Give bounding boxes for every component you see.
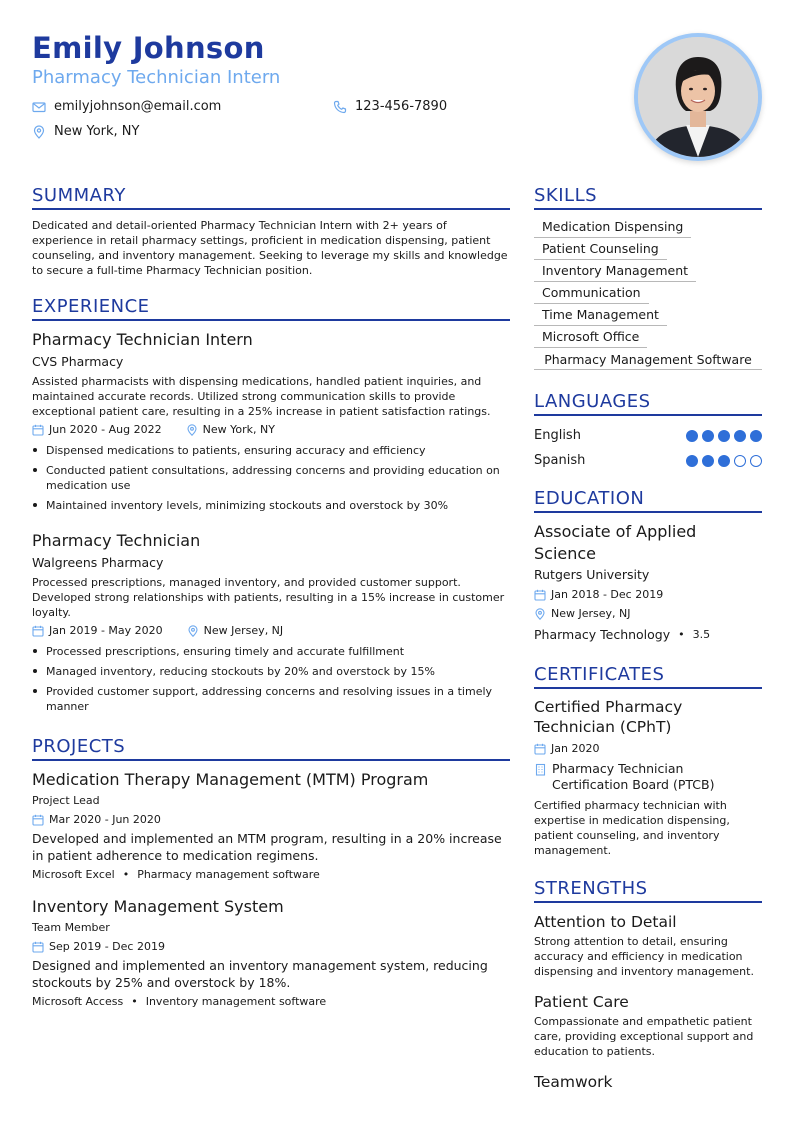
phone-text: 123-456-7890 [355, 99, 448, 114]
list-item: Processed prescriptions, ensuring timely and accurate fulfillment [32, 644, 510, 659]
candidate-name: Emily Johnson [32, 31, 265, 65]
experience-entry [32, 530, 510, 714]
contact-email[interactable] [32, 99, 221, 114]
project-meta [32, 939, 510, 955]
section-title-projects: PROJECTS [32, 735, 510, 761]
summary-text: Dedicated and detail-oriented Pharmacy Technician Intern with 2+ years of experience in retail pharmacy settings, proficient in medication dispensing, patient counseling, and inventory management. Seeking to leverage my skills and knowledge to secure a full-time Pharmacy Technician position. [32, 219, 508, 277]
location-pin-icon [32, 125, 46, 139]
job-location: New Jersey, NJ [203, 624, 284, 637]
project-tag: Inventory management software [145, 995, 327, 1008]
project-dates: Sep 2019 - Dec 2019 [49, 940, 165, 953]
certificate-entry [534, 697, 762, 858]
calendar-icon [32, 814, 44, 826]
separator-dot: • [131, 995, 138, 1008]
separator-dot: • [678, 628, 685, 641]
project-role: Project Lead [32, 794, 100, 807]
certificate-date: Jan 2020 [551, 742, 600, 755]
skill-tag: Medication Dispensing [534, 216, 691, 238]
project-tags [32, 867, 510, 883]
level-dot-filled [686, 455, 698, 467]
project-title: Inventory Management System [32, 897, 284, 916]
skills-list [534, 216, 762, 370]
profile-photo-frame [634, 33, 762, 161]
field-of-study: Pharmacy Technology [534, 627, 671, 642]
contact-info [32, 99, 632, 155]
section-title-skills: SKILLS [534, 184, 762, 210]
certificate-name: Certified Pharmacy Technician (CPhT) [534, 698, 683, 736]
section-title-education: EDUCATION [534, 487, 762, 513]
strength-description: Compassionate and empathetic patient care, providing exceptional support and education to patients. [534, 1015, 754, 1058]
project-title: Medication Therapy Management (MTM) Program [32, 770, 429, 789]
contact-location [32, 124, 139, 139]
project-tag: Pharmacy management software [137, 868, 320, 881]
education-dates: Jan 2018 - Dec 2019 [551, 588, 664, 601]
skill-tag: Microsoft Office [534, 326, 647, 348]
project-role: Team Member [32, 921, 110, 934]
list-item: Dispensed medications to patients, ensuring accuracy and efficiency [32, 443, 510, 458]
strength-entry [534, 1071, 762, 1093]
profile-photo [638, 37, 758, 157]
job-location: New York, NY [202, 423, 275, 436]
separator-dot: • [122, 868, 130, 881]
list-item: Provided customer support, addressing concerns and resolving issues in a timely manner [32, 684, 510, 714]
language-name: Spanish [534, 453, 586, 468]
strength-title: Attention to Detail [534, 913, 677, 931]
project-tag: Microsoft Excel [32, 868, 115, 881]
company-name: Walgreens Pharmacy [32, 555, 164, 570]
certificate-issuer: Pharmacy Technician Certification Board (PTCB) [552, 761, 715, 792]
job-bullets [32, 443, 510, 513]
skill-tag: Pharmacy Management Software [534, 348, 762, 370]
contact-phone[interactable] [333, 99, 447, 114]
project-entry [32, 769, 510, 883]
section-title-languages: LANGUAGES [534, 390, 762, 416]
education-location-row [534, 606, 762, 622]
job-description: Assisted pharmacists with dispensing medications, handled patient inquiries, and maintained accurate records. Utilized strong communication skills to provide exceptional patient care, resulting in a 25% increase in patient satisfaction ratings. [32, 375, 491, 418]
candidate-role: Pharmacy Technician Intern [32, 67, 281, 88]
right-column [534, 184, 762, 1093]
language-row [534, 448, 762, 473]
section-title-certificates: CERTIFICATES [534, 663, 762, 689]
project-tag: Microsoft Access [32, 995, 124, 1008]
certificate-date-row [534, 741, 762, 757]
email-text: emilyjohnson@email.com [54, 99, 222, 114]
strength-entry [534, 911, 762, 979]
skill-tag: Inventory Management [534, 260, 696, 282]
job-dates: Jun 2020 - Aug 2022 [49, 423, 162, 436]
job-title: Pharmacy Technician [32, 531, 201, 550]
job-description: Processed prescriptions, managed inventory, and provided customer support. Developed strong relationships with patients, resulting in a 15% increase in customer loyalty. [32, 576, 505, 619]
level-dot-filled [702, 430, 714, 442]
location-pin-icon [186, 424, 198, 436]
degree: Associate of Applied Science [534, 522, 697, 563]
list-item: Conducted patient consultations, addressing concerns and providing education on medication use [32, 463, 510, 493]
calendar-icon [32, 424, 44, 436]
strength-entry [534, 991, 762, 1059]
left-column [32, 184, 510, 1010]
calendar-icon [32, 941, 44, 953]
education-field-row [534, 626, 762, 644]
language-level [686, 430, 762, 442]
skill-tag: Time Management [534, 304, 667, 326]
languages-list [534, 423, 762, 473]
calendar-icon [534, 743, 546, 755]
gpa: 3.5 [692, 628, 711, 641]
education-entry [534, 521, 762, 644]
language-row [534, 423, 762, 448]
level-dot-filled [686, 430, 698, 442]
level-dot-filled [718, 430, 730, 442]
skill-tag: Communication [534, 282, 649, 304]
job-meta [32, 422, 510, 438]
section-title-strengths: STRENGTHS [534, 877, 762, 903]
email-icon [32, 100, 46, 114]
strength-description: Strong attention to detail, ensuring accuracy and efficiency in medication dispensing and inventory management. [534, 935, 754, 978]
resume-header [32, 30, 632, 155]
strength-title: Teamwork [534, 1073, 613, 1091]
language-level [686, 455, 762, 467]
level-dot-filled [734, 430, 746, 442]
level-dot-empty [750, 455, 762, 467]
project-description: Designed and implemented an inventory management system, reducing stockouts by 25% and overstock by 18%. [32, 958, 488, 990]
job-title: Pharmacy Technician Intern [32, 330, 253, 349]
project-dates: Mar 2020 - Jun 2020 [49, 813, 161, 826]
skill-tag: Patient Counseling [534, 238, 667, 260]
company-name: CVS Pharmacy [32, 354, 124, 369]
certificate-description: Certified pharmacy technician with expertise in medication dispensing, patient counseling, and inventory management. [534, 799, 730, 857]
project-tags [32, 994, 510, 1010]
job-bullets [32, 644, 510, 714]
strength-title: Patient Care [534, 993, 629, 1011]
list-item: Maintained inventory levels, minimizing stockouts and overstock by 30% [32, 498, 510, 513]
phone-icon [333, 100, 347, 114]
section-title-summary: SUMMARY [32, 184, 510, 210]
building-icon [534, 763, 547, 776]
level-dot-filled [718, 455, 730, 467]
language-name: English [534, 428, 581, 443]
project-description: Developed and implemented an MTM program, resulting in a 20% increase in patient adherence to medication regimens. [32, 831, 502, 863]
location-pin-icon [187, 625, 199, 637]
level-dot-filled [750, 430, 762, 442]
list-item: Managed inventory, reducing stockouts by 20% and overstock by 15% [32, 664, 510, 679]
certificate-issuer-row [534, 761, 762, 793]
level-dot-empty [734, 455, 746, 467]
calendar-icon [534, 589, 546, 601]
location-pin-icon [534, 608, 546, 620]
location-text: New York, NY [54, 124, 140, 139]
education-location: New Jersey, NJ [551, 607, 631, 620]
level-dot-filled [702, 455, 714, 467]
education-dates-row [534, 587, 762, 603]
experience-entry [32, 329, 510, 513]
job-meta [32, 623, 510, 639]
project-meta [32, 812, 510, 828]
section-title-experience: EXPERIENCE [32, 295, 510, 321]
school-name: Rutgers University [534, 567, 650, 582]
project-entry [32, 896, 510, 1010]
job-dates: Jan 2019 - May 2020 [49, 624, 163, 637]
calendar-icon [32, 625, 44, 637]
